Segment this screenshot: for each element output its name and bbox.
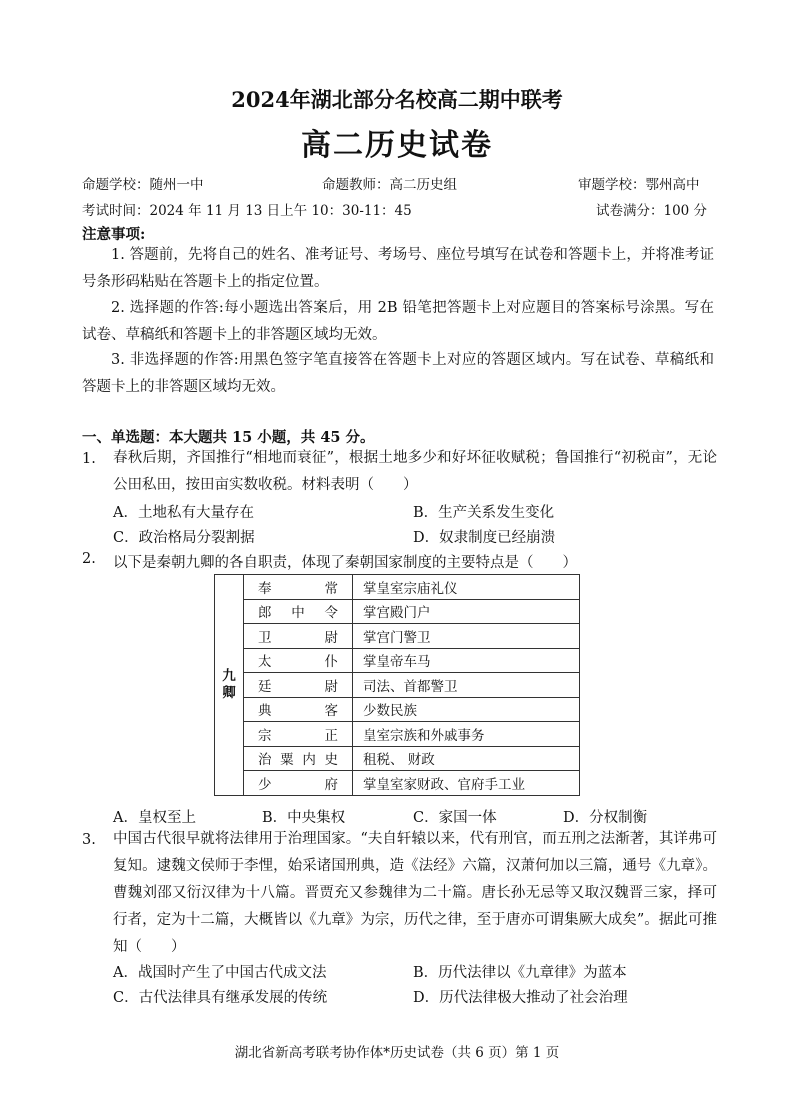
office-name: 典客	[244, 697, 353, 722]
question-2-text: 以下是秦朝九卿的各自职责，体现了秦朝国家制度的主要特点是（ ）	[113, 555, 577, 571]
note-item: 1. 答题前，先将自己的姓名、准考证号、考场号、座位号填写在试卷和答题卡上，并将准考证号条形码粘贴在答题卡上的指定位置。	[82, 247, 714, 290]
office-name: 廷尉	[244, 673, 353, 698]
question-3-option-c: C．古代法律具有继承发展的传统	[113, 990, 328, 1006]
nine-ministers-table	[214, 574, 580, 796]
setter-teacher: 命题教师：高二历史组	[322, 177, 457, 193]
office-duty: 掌宫门警卫	[353, 624, 580, 649]
table-row	[215, 648, 580, 673]
table-row	[215, 746, 580, 771]
question-2-option-a: A．皇权至上	[113, 810, 196, 826]
office-name: 郎中令	[244, 599, 353, 624]
section-heading: 一、单选题：本大题共 15 小题，共 45 分。	[82, 429, 375, 446]
office-duty: 掌宫殿门户	[353, 599, 580, 624]
question-1-text: 春秋后期，齐国推行“相地而衰征”，根据土地多少和好坏征收赋税；鲁国推行“初税亩”，无论公田私田，按田亩实数收税。材料表明（ ）	[113, 450, 717, 493]
question-1-option-d: D．奴隶制度已经崩溃	[413, 530, 556, 546]
notes-heading: 注意事项:	[82, 226, 146, 243]
office-duty: 掌皇室家财政、官府手工业	[353, 771, 580, 796]
question-1-option-a: A．土地私有大量存在	[113, 505, 254, 521]
office-name: 卫尉	[244, 624, 353, 649]
table-row	[215, 771, 580, 796]
office-name: 少府	[244, 771, 353, 796]
question-3-option-a: A．战国时产生了中国古代成文法	[113, 965, 327, 981]
exam-time: 考试时间：2024 年 11 月 13 日上午 10：30-11：45	[82, 203, 412, 219]
question-1-option-c: C．政治格局分裂割据	[113, 530, 255, 546]
question-3-number: 3.	[82, 832, 96, 848]
full-score: 试卷满分：100 分	[596, 203, 708, 219]
office-duty: 司法、首都警卫	[353, 673, 580, 698]
office-duty: 少数民族	[353, 697, 580, 722]
office-name: 治粟内史	[244, 746, 353, 771]
table-row	[215, 599, 580, 624]
question-2-option-c: C．家国一体	[413, 810, 497, 826]
table-row-header: 九 卿	[215, 575, 244, 796]
office-duty: 皇室宗族和外戚事务	[353, 722, 580, 747]
office-name: 奉常	[244, 575, 353, 600]
question-2-option-b: B．中央集权	[262, 810, 346, 826]
table-row	[215, 575, 580, 600]
exam-subject-title: 高二历史试卷	[301, 128, 493, 163]
note-item: 3. 非选择题的作答:用黑色签字笔直接答在答题卡上对应的答题区域内。写在试卷、草稿纸和答题卡上的非答题区域均无效。	[82, 352, 714, 395]
office-duty: 租税、 财政	[353, 746, 580, 771]
note-item: 2. 选择题的作答:每小题选出答案后，用 2B 铅笔把答题卡上对应题目的答案标号涂黑。写在试卷、草稿纸和答题卡上的非答题区域均无效。	[82, 300, 714, 343]
table-row	[215, 722, 580, 747]
table-row	[215, 624, 580, 649]
table-row	[215, 673, 580, 698]
review-school: 审题学校：鄂州高中	[578, 177, 700, 193]
question-2-option-d: D．分权制衡	[563, 810, 648, 826]
page-footer: 湖北省新高考联考协作体*历史试卷（共 6 页）第 1 页	[234, 1045, 560, 1061]
office-duty: 掌皇帝车马	[353, 648, 580, 673]
question-1-option-b: B．生产关系发生变化	[413, 505, 555, 521]
question-2-number: 2.	[82, 551, 96, 567]
question-1-number: 1.	[82, 451, 96, 467]
exam-main-title: 2024年湖北部分名校高二期中联考	[231, 87, 563, 112]
question-3-text: 中国古代很早就将法律用于治理国家。“夫自轩辕以来，代有刑官，而五刑之法渐著，其详弗可复知。逮魏文侯师于李悝，始采诸国刑典，造《法经》六篇，汉萧何加以三篇，通号《九章》。曹魏刘邵又衍汉律为十八篇。晋贾充又参魏律为二十篇。唐长孙无忌等又取汉魏晋三家，择可行者，定为十二篇，大概皆以《九章》为宗，历代之律，至于唐亦可谓集厥大成矣”。据此可推知（ ）	[113, 831, 717, 955]
office-duty: 掌皇室宗庙礼仪	[353, 575, 580, 600]
office-name: 太仆	[244, 648, 353, 673]
question-3-option-b: B．历代法律以《九章律》为蓝本	[413, 965, 627, 981]
table-row	[215, 697, 580, 722]
setter-school: 命题学校：随州一中	[82, 177, 204, 193]
office-name: 宗正	[244, 722, 353, 747]
question-3-option-d: D．历代法律极大推动了社会治理	[413, 990, 628, 1006]
